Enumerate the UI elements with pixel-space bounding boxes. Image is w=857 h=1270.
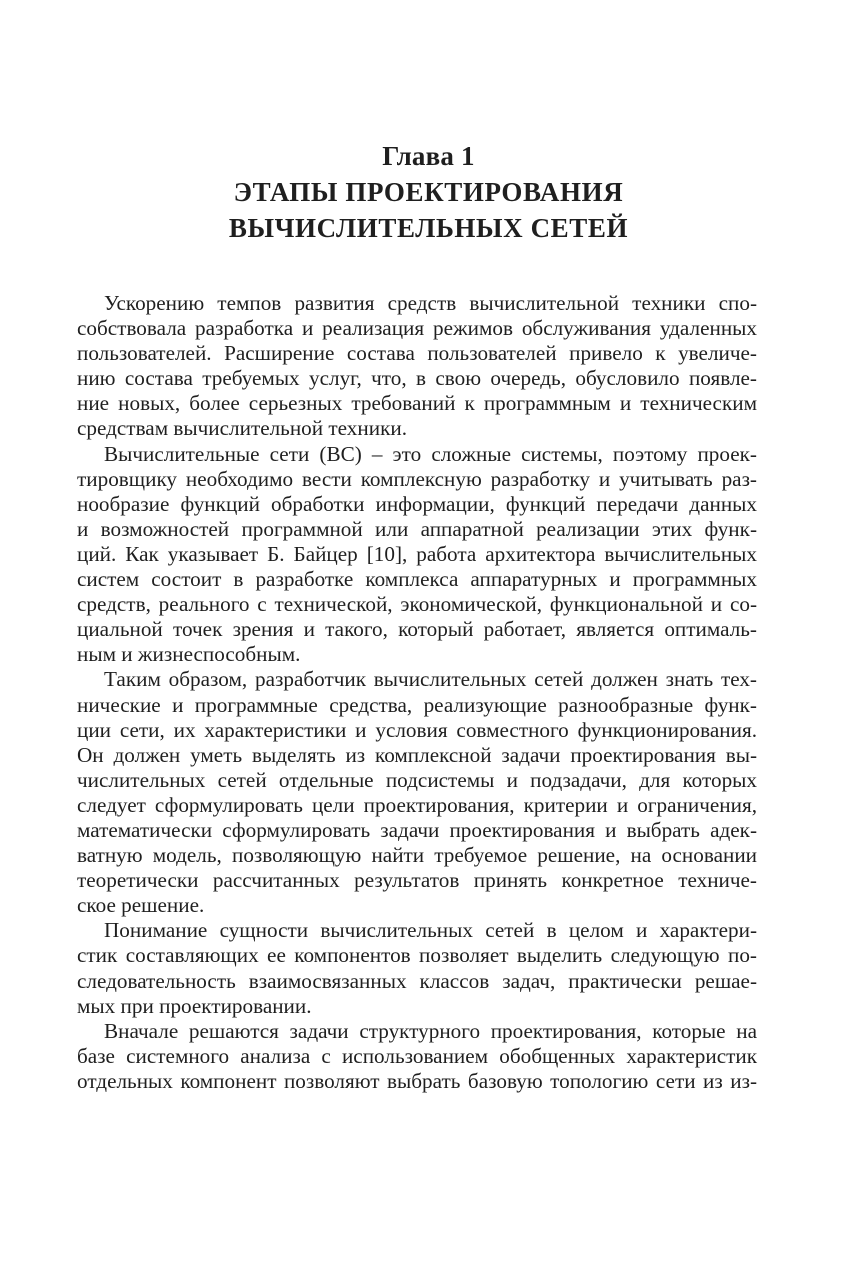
text-line: отдельных компонент позволяют выбрать базовую топологию сети из из- [77, 1068, 757, 1093]
text-line: Вначале решаются задачи структурного проектирования, которые на [104, 1018, 757, 1043]
text-line: Вычислительные сети (ВС) – это сложные системы, поэтому проек- [104, 441, 757, 466]
text-line: ным и жизнеспособным. [77, 642, 301, 667]
text-line: ватную модель, позволяющую найти требуемое решение, на основании [77, 843, 757, 868]
text-line: нообразие функций обработки информации, функций передачи данных [77, 491, 757, 516]
text-line: математически сформулировать задачи проектирования и выбрать адек- [77, 817, 757, 842]
text-line: стик составляющих ее компонентов позволяет выделить следующую по- [77, 943, 757, 968]
text-line: средствам вычислительной техники. [77, 416, 407, 441]
text-line: ции сети, их характеристики и условия совместного функционирования. [77, 717, 757, 742]
text-line: собствовала разработка и реализация режимов обслуживания удаленных [77, 316, 757, 341]
paragraph [77, 1019, 757, 1094]
text-line: Таким образом, разработчик вычислительных сетей должен знать тех- [104, 667, 757, 692]
body-text [77, 291, 757, 1094]
text-line: пользователей. Расширение состава пользователей привело к увеличе- [77, 341, 757, 366]
text-line: средств, реального с технической, экономической, функциональной и со- [77, 592, 757, 617]
paragraph [77, 442, 757, 668]
paragraph [77, 918, 757, 1018]
text-line: нию состава требуемых услуг, что, в свою очередь, обусловило появле- [77, 366, 757, 391]
text-line: числительных сетей отдельные подсистемы и подзадачи, для которых [77, 767, 757, 792]
text-line: теоретически рассчитанных результатов принять конкретное техниче- [77, 868, 757, 893]
chapter-title-line: ВЫЧИСЛИТЕЛЬНЫХ СЕТЕЙ [228, 213, 629, 243]
text-line: тировщику необходимо вести комплексную разработку и учитывать раз- [77, 466, 757, 491]
text-line: Понимание сущности вычислительных сетей в целом и характери- [104, 918, 757, 943]
chapter-heading [0, 138, 857, 246]
paragraph [77, 291, 757, 442]
text-line: нические и программные средства, реализующие разнообразные функ- [77, 692, 757, 717]
text-line: циальной точек зрения и такого, который работает, является оптималь- [77, 617, 757, 642]
chapter-label: Глава 1 [382, 141, 475, 171]
text-line: Ускорению темпов развития средств вычислительной техники спо- [104, 291, 757, 315]
text-line: базе системного анализа с использованием обобщенных характеристик [77, 1043, 757, 1068]
text-line: следовательность взаимосвязанных классов задач, практически решае- [77, 968, 757, 993]
text-line: ние новых, более серьезных требований к программным и техническим [77, 391, 757, 416]
text-line: ское решение. [77, 893, 205, 918]
text-line: ций. Как указывает Б. Байцер [10], работа архитектора вычислительных [77, 541, 757, 566]
paragraph [77, 667, 757, 918]
chapter-title-line: ЭТАПЫ ПРОЕКТИРОВАНИЯ [233, 177, 624, 207]
text-line: и возможностей программной или аппаратной реализации этих функ- [77, 516, 757, 541]
text-line: следует сформулировать цели проектирования, критерии и ограничения, [77, 792, 757, 817]
text-line: систем состоит в разработке комплекса аппаратурных и программных [77, 567, 757, 592]
text-line: мых при проектировании. [77, 993, 312, 1018]
text-line: Он должен уметь выделять из комплексной задачи проектирования вы- [77, 742, 757, 767]
